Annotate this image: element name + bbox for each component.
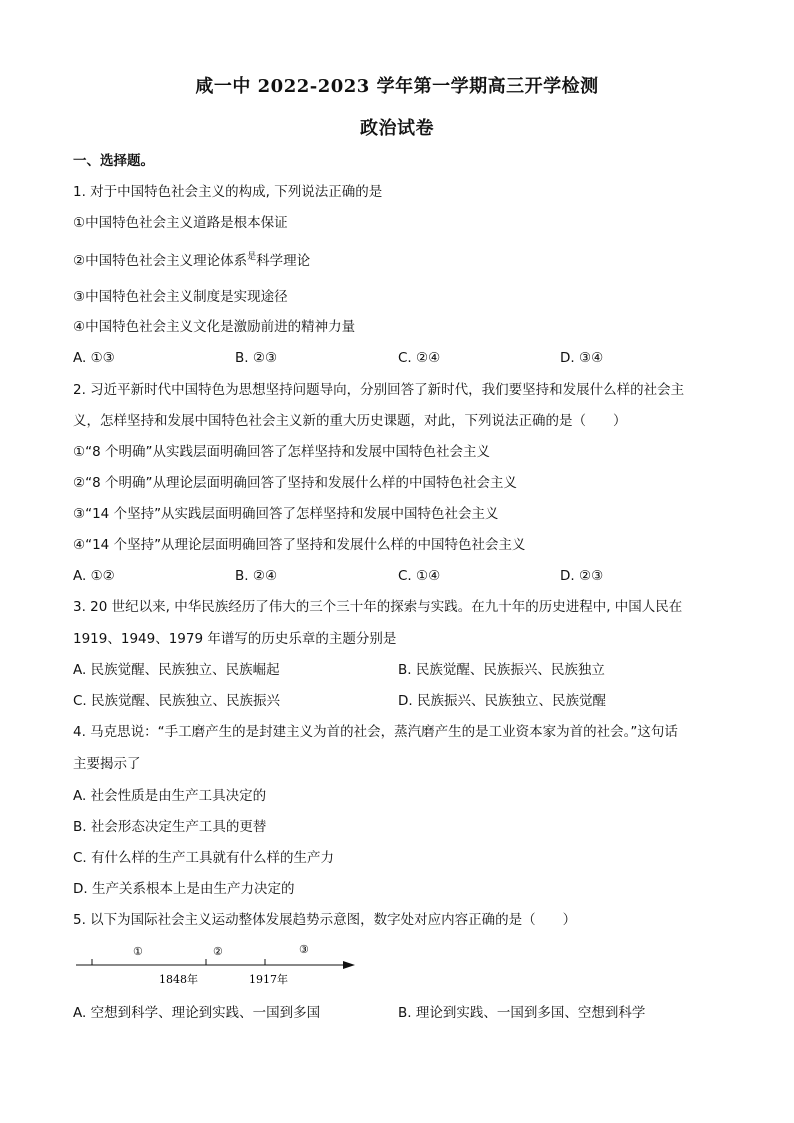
q2-option-a: A. ①② — [73, 568, 115, 584]
q3-option-b: B. 民族觉醒、民族振兴、民族独立 — [398, 662, 605, 678]
q5-option-b: B. 理论到实践、一国到多国、空想到科学 — [398, 1005, 646, 1021]
q2-statement-2: ②“8 个明确”从理论层面明确回答了坚持和发展什么样的中国特色社会主义 — [73, 475, 517, 491]
q2-stem-line-1: 2. 习近平新时代中国特色为思想坚持问题导向，分别回答了新时代，我们要坚持和发展什么样的社会主 — [73, 382, 685, 398]
q2-option-b: B. ②④ — [235, 568, 278, 584]
q1-option-b: B. ②③ — [235, 350, 278, 366]
q1-option-d: D. ③④ — [560, 350, 604, 366]
q2-statement-4: ④“14 个坚持”从理论层面明确回答了坚持和发展什么样的中国特色社会主义 — [73, 537, 526, 553]
q1-statement-2-text: ②中国特色社会主义理论体系 — [73, 253, 248, 269]
timeline-marker-3: ③ — [299, 943, 309, 956]
q2-option-c: C. ①④ — [398, 568, 441, 584]
q4-option-b: B. 社会形态决定生产工具的更替 — [73, 819, 267, 835]
q4-stem-line-1: 4. 马克思说：“手工磨产生的是封建主义为首的社会，蒸汽磨产生的是工业资本家为首的社会。”这句话 — [73, 724, 678, 740]
q5-option-a: A. 空想到科学、理论到实践、一国到多国 — [73, 1005, 321, 1021]
q4-stem-line-2: 主要揭示了 — [73, 756, 141, 772]
q1-statement-2 — [73, 252, 310, 272]
q3-stem-line-1: 3. 20 世纪以来, 中华民族经历了伟大的三个三十年的探索与实践。在九十年的历史进程中, 中国人民在 — [73, 599, 683, 615]
q2-option-d: D. ②③ — [560, 568, 604, 584]
q2-stem-line-2: 义，怎样坚持和发展中国特色社会主义新的重大历史课题，对此，下列说法正确的是（ ） — [73, 413, 627, 429]
q4-option-d: D. 生产关系根本上是由生产力决定的 — [73, 881, 295, 897]
timeline-marker-1: ① — [133, 945, 143, 958]
q3-option-c: C. 民族觉醒、民族独立、民族振兴 — [73, 693, 281, 709]
q1-statement-3: ③中国特色社会主义制度是实现途径 — [73, 289, 288, 305]
q1-statement-2-tail: 科学理论 — [256, 253, 311, 269]
q5-stem: 5. 以下为国际社会主义运动整体发展趋势示意图，数字处对应内容正确的是（ ） — [73, 912, 577, 928]
q1-stem: 1. 对于中国特色社会主义的构成, 下列说法正确的是 — [73, 184, 383, 200]
q1-option-c: C. ②④ — [398, 350, 441, 366]
q1-option-a: A. ①③ — [73, 350, 115, 366]
exam-subtitle: 政治试卷 — [360, 118, 434, 139]
timeline-year-1917: 1917年 — [249, 973, 288, 986]
q1-statement-1: ①中国特色社会主义道路是根本保证 — [73, 215, 288, 231]
timeline-year-1848: 1848年 — [159, 973, 198, 986]
q3-option-d: D. 民族振兴、民族独立、民族觉醒 — [398, 693, 606, 709]
q2-statement-1: ①“8 个明确”从实践层面明确回答了怎样坚持和发展中国特色社会主义 — [73, 444, 490, 460]
q1-statement-4: ④中国特色社会主义文化是激励前进的精神力量 — [73, 319, 356, 335]
q2-statement-3: ③“14 个坚持”从实践层面明确回答了怎样坚持和发展中国特色社会主义 — [73, 506, 499, 522]
exam-title: 咸一中 2022-2023 学年第一学期高三开学检测 — [195, 76, 599, 97]
q4-option-c: C. 有什么样的生产工具就有什么样的生产力 — [73, 850, 335, 866]
q3-option-a: A. 民族觉醒、民族独立、民族崛起 — [73, 662, 280, 678]
q4-option-a: A. 社会性质是由生产工具决定的 — [73, 788, 267, 804]
timeline-svg — [73, 935, 363, 995]
q1-statement-2-sup: 是 — [247, 252, 257, 262]
timeline-diagram — [73, 935, 363, 995]
timeline-arrow-icon — [343, 961, 355, 969]
q3-stem-line-2: 1919、1949、1979 年谱写的历史乐章的主题分别是 — [73, 631, 397, 647]
timeline-marker-2: ② — [213, 945, 223, 958]
section-heading: 一、选择题。 — [73, 153, 154, 169]
